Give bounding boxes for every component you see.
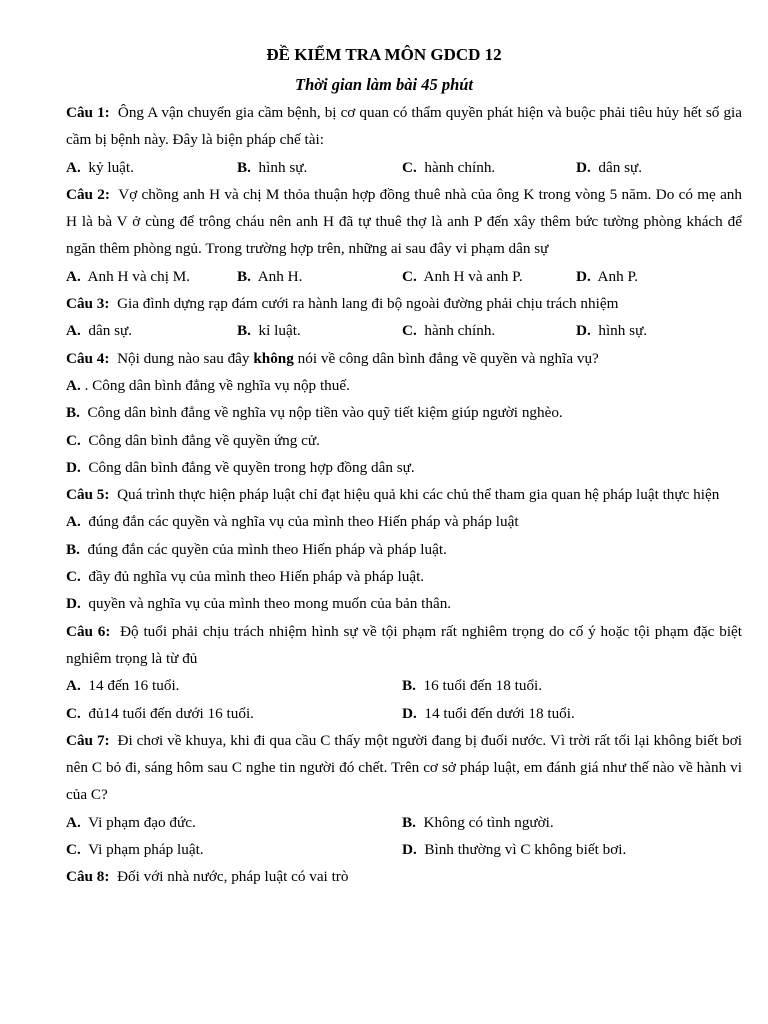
question-text: Nội dung nào sau đây — [117, 349, 250, 367]
question-5 — [66, 481, 742, 508]
question-1 — [66, 99, 742, 154]
option-d: D. Công dân bình đẳng về quyền trong hợp đồng dân sự. — [66, 458, 415, 476]
option-d: D. 14 tuổi đến dưới 18 tuổi. — [402, 704, 575, 722]
exam-content — [66, 99, 742, 891]
option-a: A. Anh H và chị M. — [66, 267, 191, 285]
question-label: Câu 6: — [66, 622, 111, 640]
question-3-options — [66, 317, 742, 344]
question-3 — [66, 290, 742, 317]
question-text: Vợ chồng anh H và chị M thỏa thuận hợp đồng thuê nhà của ông K trong vòng 5 năm. Do có mẹ anh H là bà V ở cùng để trông cháu nên anh H đã tự thuê thợ là anh P đến xây thêm bức tường phòng khách để ngăn thêm phòng ngủ. Trong trường hợp trên, những ai sau đây vi phạm dân sự — [66, 185, 742, 258]
option-b: B. kỉ luật. — [237, 322, 301, 340]
question-6-options-row-2 — [66, 700, 742, 727]
option-a: A. 14 đến 16 tuổi. — [66, 677, 180, 695]
option-d: D. quyền và nghĩa vụ của mình theo mong muốn của bản thân. — [66, 595, 452, 613]
option-b: B. Không có tình người. — [402, 813, 554, 831]
exam-title: ĐỀ KIỂM TRA MÔN GDCD 12 — [266, 45, 502, 64]
question-label: Câu 5: — [66, 486, 110, 504]
option-a: A. dân sự. — [66, 322, 133, 340]
question-4 — [66, 345, 742, 372]
option-b: B. 16 tuổi đến 18 tuổi. — [402, 677, 543, 695]
option-b: B. Anh H. — [237, 267, 303, 285]
option-b: B. hình sự. — [237, 158, 308, 176]
option-c: C. hành chính. — [402, 158, 496, 176]
question-text-rest: nói về công dân bình đẳng về quyền và nghĩa vụ? — [297, 349, 599, 367]
option-d: D. hình sự. — [576, 322, 648, 340]
question-1-options — [66, 154, 742, 181]
option-a: A. kỷ luật. — [66, 158, 134, 176]
question-label: Câu 8: — [66, 868, 110, 886]
question-2-options — [66, 263, 742, 290]
question-text: Độ tuổi phải chịu trách nhiệm hình sự về tội phạm rất nghiêm trọng do cố ý hoặc tội phạm đặc biệt nghiêm trọng là từ đủ — [66, 622, 742, 667]
question-label: Câu 3: — [66, 295, 110, 313]
question-2 — [66, 181, 742, 263]
question-text: Quá trình thực hiện pháp luật chỉ đạt hiệu quả khi các chủ thể tham gia quan hệ pháp luật thực hiện — [117, 486, 720, 504]
question-label: Câu 7: — [66, 731, 110, 749]
option-a: A. . Công dân bình đẳng về nghĩa vụ nộp thuế. — [66, 376, 350, 394]
question-label: Câu 1: — [66, 104, 110, 121]
option-a: A. đúng đắn các quyền và nghĩa vụ của mình theo Hiến pháp và pháp luật — [66, 513, 519, 531]
question-text: Gia đình dựng rạp đám cưới ra hành lang đi bộ ngoài đường phải chịu trách nhiệm — [117, 295, 619, 313]
question-8 — [66, 863, 742, 890]
question-text: Đi chơi về khuya, khi đi qua cầu C thấy một người đang bị đuối nước. Vì trời rất tối lại không biết bơi nên C bỏ đi, sáng hôm sau C nghe tin người đó chết. Trên cơ sở pháp luật, em đánh giá như thế nào về hành vi của C? — [66, 731, 742, 804]
question-6 — [66, 618, 742, 673]
option-a: A. Vi phạm đạo đức. — [66, 813, 196, 831]
question-7-options-row-1 — [66, 809, 742, 836]
option-d: D. Anh P. — [576, 267, 639, 285]
option-b: B. Công dân bình đẳng về nghĩa vụ nộp tiền vào quỹ tiết kiệm giúp người nghèo. — [66, 404, 563, 422]
option-c: C. đầy đủ nghĩa vụ của mình theo Hiến pháp và pháp luật. — [66, 568, 425, 586]
question-text: Đối với nhà nước, pháp luật có vai trò — [117, 868, 349, 886]
option-c: C. Vi phạm pháp luật. — [66, 841, 204, 859]
option-d: D. dân sự. — [576, 158, 643, 176]
option-c: C. Công dân bình đẳng về quyền ứng cử. — [66, 431, 320, 449]
question-emphasis: không — [253, 349, 294, 367]
option-c: C. Anh H và anh P. — [402, 267, 523, 285]
exam-subtitle: Thời gian làm bài 45 phút — [294, 75, 474, 94]
question-7-options-row-2 — [66, 836, 742, 863]
question-6-options-row-1 — [66, 672, 742, 699]
option-c: C. đủ14 tuổi đến dưới 16 tuổi. — [66, 704, 254, 722]
option-b: B. đúng đắn các quyền của mình theo Hiến pháp và pháp luật. — [66, 540, 447, 558]
question-text: Ông A vận chuyển gia cầm bệnh, bị cơ quan có thẩm quyền phát hiện và buộc phải tiêu hủy hết số gia cầm bị bệnh này. Đây là biện pháp chế tài: — [66, 104, 743, 149]
question-label: Câu 4: — [66, 349, 110, 367]
option-c: C. hành chính. — [402, 322, 496, 340]
question-label: Câu 2: — [66, 185, 110, 203]
question-7 — [66, 727, 742, 809]
option-d: D. Bình thường vì C không biết bơi. — [402, 841, 627, 859]
